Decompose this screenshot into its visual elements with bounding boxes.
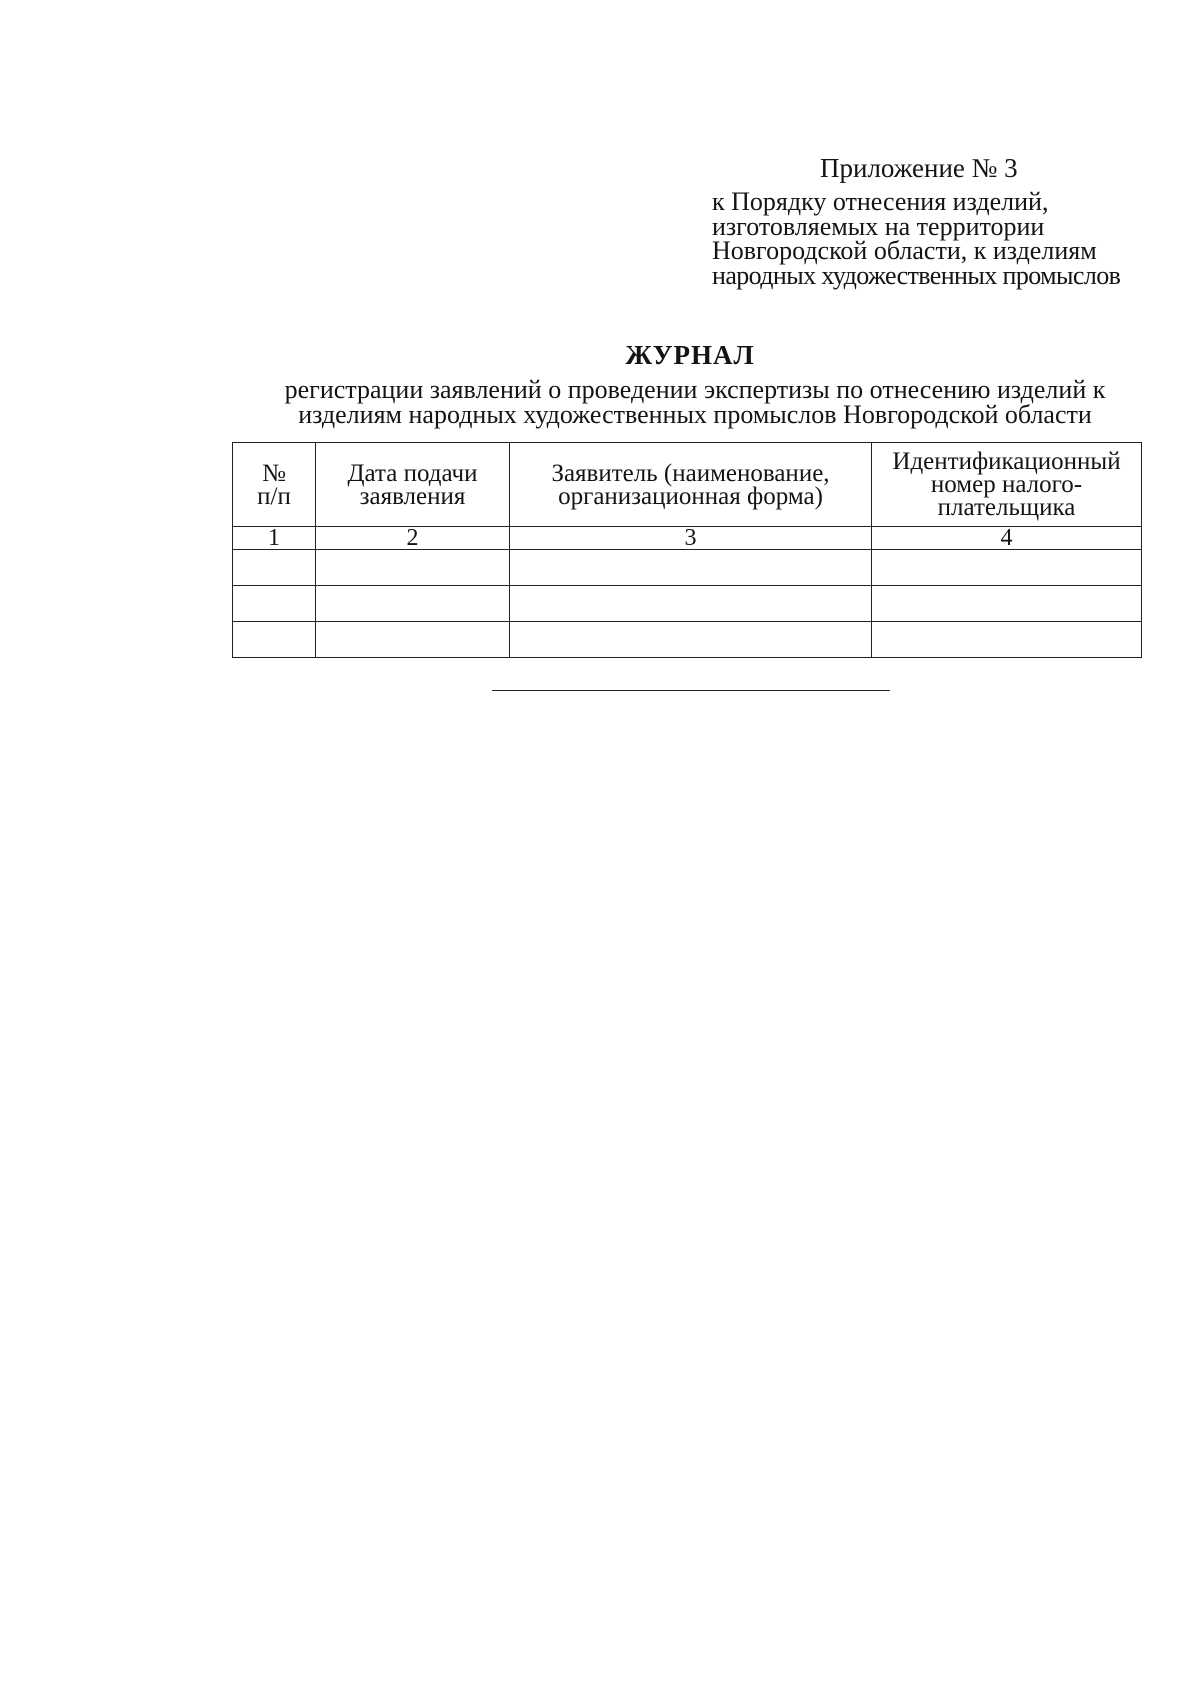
table-cell [510,550,872,586]
table-header-row [233,443,1142,527]
appendix-reference-line: к Порядку отнесения изделий, [712,187,1049,216]
header-text: № [262,459,286,487]
header-text: номер налого- [930,471,1083,498]
document-subtitle [210,377,1180,427]
column-number-cell: 3 [510,527,872,550]
appendix-title: Приложение № 3 [820,153,1018,183]
table-row [233,550,1142,586]
table-cell [316,550,510,586]
appendix-reference-line: изготовляемых на территории [712,211,1045,241]
column-number-row [233,527,1142,550]
table-cell [872,622,1142,658]
table-cell [316,622,510,658]
document-title: ЖУРНАЛ [625,340,755,370]
column-number-cell: 2 [316,527,510,550]
header-cell-applicant [510,443,872,527]
header-text: Дата подачи [347,459,478,487]
header-text: Идентификационный [892,448,1121,475]
document-subtitle-line: регистрации заявлений о проведении экспертизы по отнесению изделий к [284,375,1106,404]
table-cell [233,550,316,586]
table-cell [316,586,510,622]
column-number-cell: 1 [233,527,316,550]
header-cell-date [316,443,510,527]
table-cell [872,550,1142,586]
table-cell [510,586,872,622]
appendix-reference-line: Новгородской области, к изделиям [712,236,1097,265]
appendix-reference-line: народных художественных промыслов [712,260,1121,290]
header-text: Заявитель (наименование, [551,459,830,487]
appendix-reference [712,187,1121,290]
table-cell [233,586,316,622]
document-subtitle-line: изделиям народных художественных промыслов Новгородской области [298,400,1092,429]
table-cell [233,622,316,658]
table-cell [872,586,1142,622]
column-number-cell: 4 [872,527,1142,550]
header-text: п/п [257,482,291,510]
header-cell-number [233,443,316,527]
closing-rule-divider [492,690,890,691]
header-cell-inn [872,443,1142,527]
table-cell [510,622,872,658]
header-text: заявления [359,482,466,510]
journal-table [232,442,1142,658]
table-row [233,586,1142,622]
header-text: плательщика [937,494,1076,521]
header-text: организационная форма) [558,482,823,510]
table-row [233,622,1142,658]
